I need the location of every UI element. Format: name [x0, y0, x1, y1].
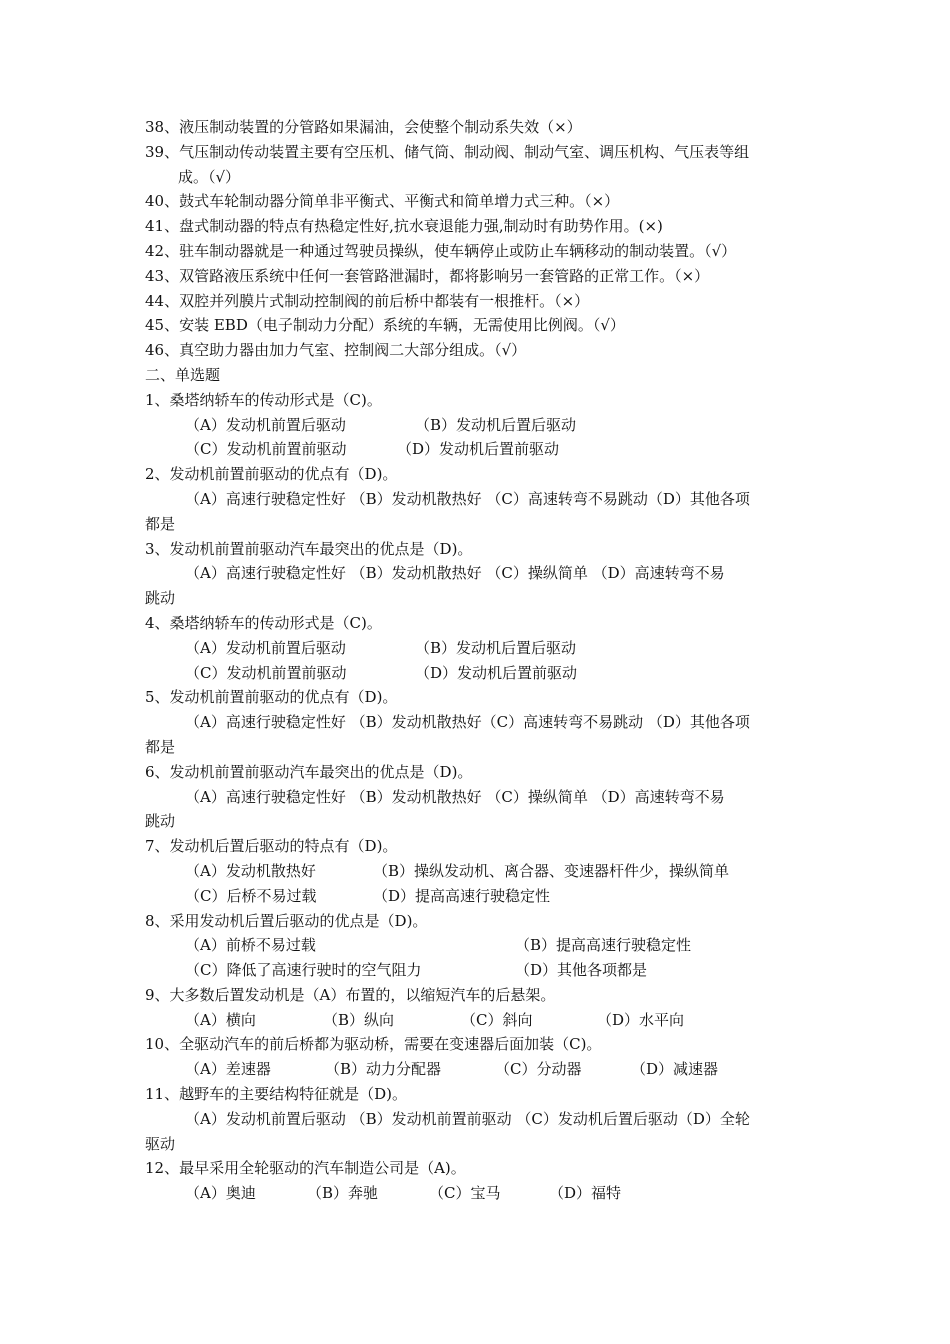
question-8-stem: 8、采用发动机后置后驱动的优点是（D)。: [145, 911, 428, 930]
judgment-43: 43、双管路液压系统中任何一套管路泄漏时，都将影响另一套管路的正常工作。（×）: [145, 266, 710, 285]
question-3-stem: 3、发动机前置前驱动汽车最突出的优点是（D)。: [145, 539, 473, 558]
judgment-41: 41、盘式制动器的特点有热稳定性好,抗水衰退能力强,制动时有助势作用。(×): [145, 217, 663, 236]
judgment-42: 42、驻车制动器就是一种通过驾驶员操纵，使车辆停止或防止车辆移动的制动装置。（√）: [145, 241, 737, 260]
question-2-options: （A）高速行驶稳定性好 （B）发动机散热好 （C）高速转弯不易跳动（D）其他各项: [185, 489, 750, 508]
question-12-stem: 12、最早采用全轮驱动的汽车制造公司是（A)。: [145, 1159, 466, 1178]
question-9-stem: 9、大多数后置发动机是（A）布置的，以缩短汽车的后悬架。: [145, 985, 556, 1004]
option-a: （A）奥迪: [185, 1184, 256, 1203]
option-c: （C）宝马: [429, 1184, 501, 1203]
option-d: （D）其他各项都是: [515, 961, 648, 980]
option-c: （C）斜向: [461, 1010, 533, 1029]
question-2-options-continuation: 都是: [145, 514, 176, 533]
question-7-options-row1: [145, 859, 810, 884]
option-b: （B）奔驰: [307, 1184, 379, 1203]
question-6-stem: 6、发动机前置前驱动汽车最突出的优点是（D)。: [145, 762, 473, 781]
question-10-options: [145, 1057, 810, 1082]
option-d: （D）水平向: [597, 1010, 685, 1029]
question-1-options-row1: [145, 413, 810, 438]
option-c: （C）发动机前置前驱动: [185, 663, 347, 682]
option-b: （B）纵向: [323, 1010, 395, 1029]
question-5-options-continuation: 都是: [145, 737, 176, 756]
question-9-options: [145, 1008, 810, 1033]
section-title: 二、单选题: [145, 365, 221, 384]
question-5-options: （A）高速行驶稳定性好 （B）发动机散热好（C）高速转弯不易跳动 （D）其他各项: [185, 713, 750, 732]
question-7-stem: 7、发动机后置后驱动的特点有（D)。: [145, 837, 398, 856]
question-4-options-row1: [145, 636, 810, 661]
document-page: [145, 115, 810, 1206]
question-1-options-row2: [145, 437, 810, 462]
question-11-stem: 11、越野车的主要结构特征就是（D)。: [145, 1085, 407, 1104]
option-a: （A）发动机散热好: [185, 861, 316, 880]
option-b: （B）操纵发动机、离合器、变速器杆件少，操纵简单: [373, 861, 730, 880]
judgment-39: 39、气压制动传动装置主要有空压机、储气筒、制动阀、制动气室、调压机构、气压表等组: [145, 142, 750, 161]
question-4-stem: 4、桑塔纳轿车的传动形式是（C)。: [145, 613, 382, 632]
question-11-options: （A）发动机前置后驱动 （B）发动机前置前驱动 （C）发动机后置后驱动（D）全轮: [185, 1109, 750, 1128]
judgment-38: 38、液压制动装置的分管路如果漏油，会使整个制动系失效（×）: [145, 118, 582, 136]
option-b: （B）发动机后置后驱动: [415, 415, 577, 434]
question-2-stem: 2、发动机前置前驱动的优点有（D)。: [145, 465, 398, 484]
judgment-45: 45、安装 EBD（电子制动力分配）系统的车辆，无需使用比例阀。（√）: [145, 316, 625, 335]
option-b: （B）发动机后置后驱动: [415, 638, 577, 657]
option-d: （D）提高高速行驶稳定性: [373, 886, 551, 905]
option-d: （D）减速器: [631, 1060, 719, 1079]
question-7-options-row2: [145, 884, 810, 909]
option-a: （A）差速器: [185, 1060, 271, 1079]
judgment-39-continuation: 成。（√）: [178, 167, 241, 186]
question-5-stem: 5、发动机前置前驱动的优点有（D)。: [145, 688, 398, 707]
question-10-stem: 10、全驱动汽车的前后桥都为驱动桥，需要在变速器后面加装（C)。: [145, 1035, 602, 1054]
question-3-options-continuation: 跳动: [145, 589, 176, 608]
option-d: （D）发动机后置前驱动: [397, 440, 560, 459]
option-d: （D）发动机后置前驱动: [415, 663, 578, 682]
option-a: （A）发动机前置后驱动: [185, 638, 346, 657]
question-8-options-row1: [145, 933, 810, 958]
question-4-options-row2: [145, 661, 810, 686]
judgment-46: 46、真空助力器由加力气室、控制阀二大部分组成。（√）: [145, 341, 527, 360]
option-c: （C）后桥不易过载: [185, 886, 317, 905]
option-a: （A）前桥不易过载: [185, 936, 316, 955]
judgment-44: 44、双腔并列膜片式制动控制阀的前后桥中都装有一根推杆。（×）: [145, 291, 590, 310]
option-a: （A）发动机前置后驱动: [185, 415, 346, 434]
question-12-options: [145, 1181, 810, 1206]
option-c: （C）发动机前置前驱动: [185, 440, 347, 459]
question-8-options-row2: [145, 958, 810, 983]
question-3-options: （A）高速行驶稳定性好 （B）发动机散热好 （C）操纵简单 （D）高速转弯不易: [185, 564, 725, 583]
option-a: （A）横向: [185, 1010, 256, 1029]
option-c: （C）降低了高速行驶时的空气阻力: [185, 961, 422, 980]
option-b: （B）动力分配器: [325, 1060, 442, 1079]
option-b: （B）提高高速行驶稳定性: [515, 936, 692, 955]
option-c: （C）分动器: [495, 1060, 582, 1079]
question-6-options-continuation: 跳动: [145, 812, 176, 831]
question-1-stem: 1、桑塔纳轿车的传动形式是（C)。: [145, 390, 382, 409]
question-6-options: （A）高速行驶稳定性好 （B）发动机散热好 （C）操纵简单 （D）高速转弯不易: [185, 787, 725, 806]
option-d: （D）福特: [549, 1184, 622, 1203]
judgment-40: 40、鼓式车轮制动器分简单非平衡式、平衡式和简单增力式三种。（×）: [145, 192, 620, 211]
question-11-options-continuation: 驱动: [145, 1134, 176, 1153]
